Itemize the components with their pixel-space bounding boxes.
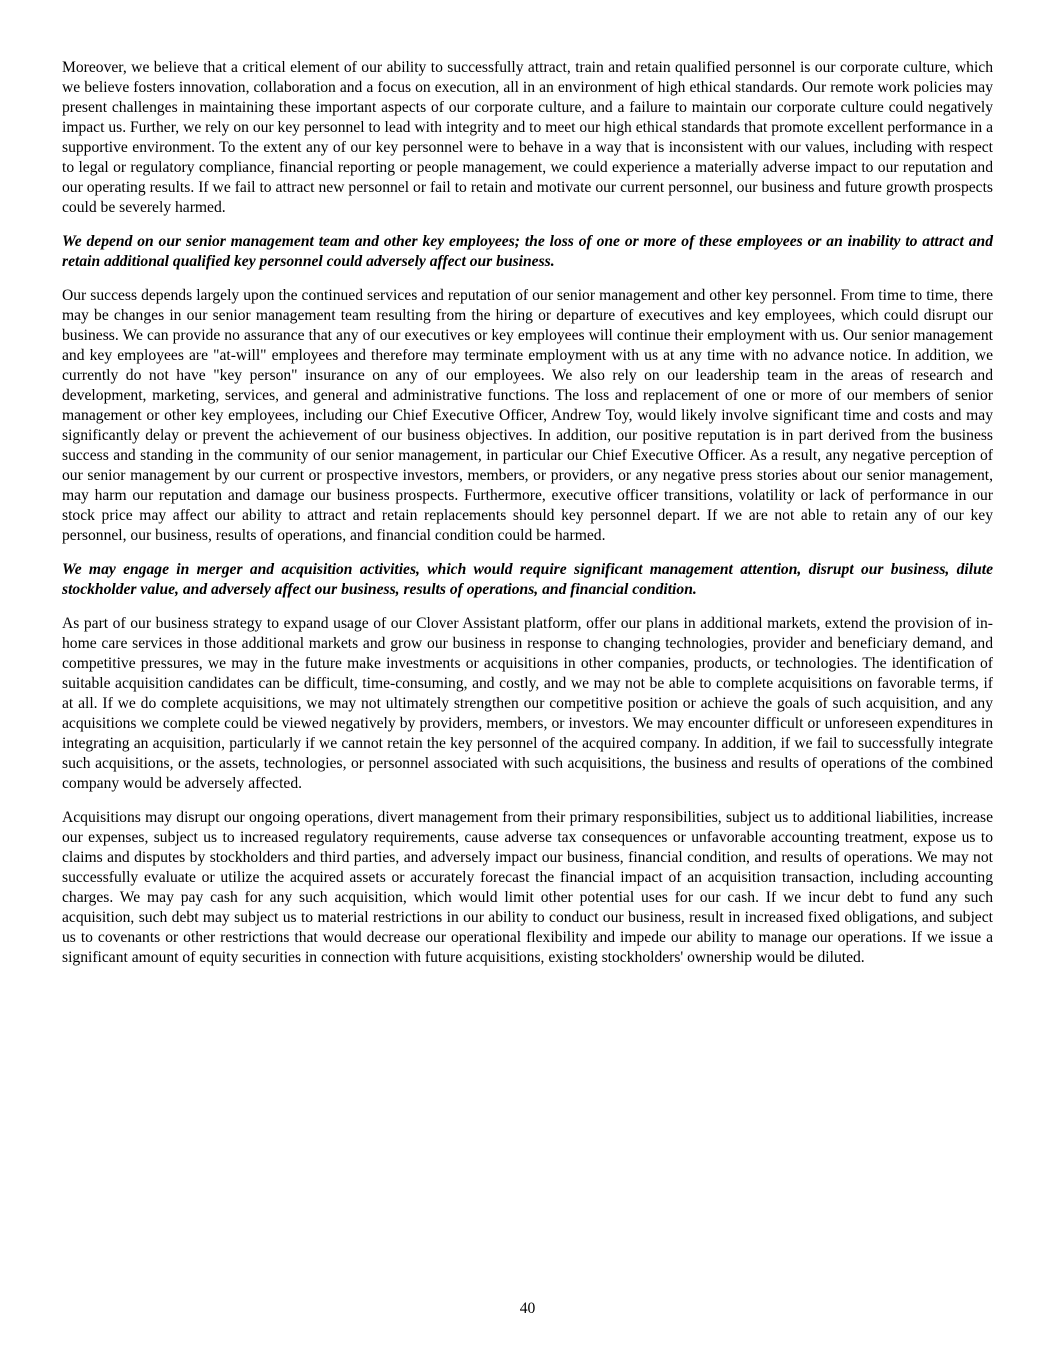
- paragraph-acquisition-risks: Acquisitions may disrupt our ongoing operations, divert management from their primary responsibilities, subject us to additional liabilities, increase our expenses, subject us to increased regulatory requirements, cause adverse tax consequences or unfavorable accounting treatment, expose us to claims and disputes by stockholders and third parties, and adversely impact our business, financial condition, and results of operations. We may not successfully evaluate or utilize the acquired assets or accurately forecast the financial impact of an acquisition transaction, including accounting charges. We may pay cash for any such acquisition, which would limit other potential uses for our cash. If we incur debt to fund any such acquisition, such debt may subject us to material restrictions in our ability to conduct our business, result in increased fixed obligations, and subject us to covenants or other restrictions that would decrease our operational flexibility and impede our ability to manage our operations. If we issue a significant amount of equity securities in connection with future acquisitions, existing stockholders' ownership would be diluted.: [62, 809, 993, 966]
- paragraph-senior-management: Our success depends largely upon the continued services and reputation of our senior management and other key personnel. From time to time, there may be changes in our senior management team resulting from the hiring or departure of executives and key employees, which could disrupt our business. We can provide no assurance that any of our executives or key employees will continue their employment with us. Our senior management and key employees are "at-will" employees and therefore may terminate employment with us at any time with no advance notice. In addition, we currently do not have "key person" insurance on any of our employees. We also rely on our leadership team in the areas of research and development, marketing, services, and general and administrative functions. The loss and replacement of one or more of our members of senior management or other key employees, including our Chief Executive Officer, Andrew Toy, would likely involve significant time and costs and may significantly delay or prevent the achievement of our business objectives. In addition, our positive reputation is in part derived from the business success and standing in the community of our senior management, in particular our Chief Executive Officer. As a result, any negative perception of our senior management by our current or prospective investors, members, or providers, or any negative press stories about our senior management, may harm our reputation and damage our business prospects. Furthermore, executive officer transitions, volatility or lack of performance in our stock price may affect our ability to attract and retain replacements should key personnel depart. If we are not able to retain any of our key personnel, our business, results of operations, and financial condition could be harmed.: [62, 287, 993, 544]
- risk-heading-senior-management: We depend on our senior management team and other key employees; the loss of one or more of these employees or an inability to attract and retain additional qualified key personnel could adversely affect our business.: [62, 233, 993, 270]
- page-number: 40: [519, 1300, 536, 1317]
- paragraph-personnel-culture: Moreover, we believe that a critical element of our ability to successfully attract, train and retain qualified personnel is our corporate culture, which we believe fosters innovation, collaboration and a focus on execution, all in an environment of high ethical standards. Our remote work policies may present challenges in maintaining these important aspects of our corporate culture, and a failure to maintain our corporate culture could negatively impact us. Further, we rely on our key personnel to lead with integrity and to meet our high ethical standards that promote excellent performance in a supportive environment. To the extent any of our key personnel were to behave in a way that is inconsistent with our values, including with respect to legal or regulatory compliance, financial reporting or people management, we could experience a materially adverse impact to our reputation and our operating results. If we fail to attract new personnel or fail to retain and motivate our current personnel, our business and future growth prospects could be severely harmed.: [62, 59, 993, 216]
- risk-heading-mergers-acquisitions: We may engage in merger and acquisition activities, which would require significant management attention, disrupt our business, dilute stockholder value, and adversely affect our business, results of operations, and financial condition.: [62, 561, 993, 598]
- paragraph-acquisition-strategy: As part of our business strategy to expand usage of our Clover Assistant platform, offer our plans in additional markets, extend the provision of in-home care services in those additional markets and grow our business in response to changing technologies, provider and beneficiary demand, and competitive pressures, we may in the future make investments or acquisitions in other companies, products, or technologies. The identification of suitable acquisition candidates can be difficult, time-consuming, and costly, and we may not be able to complete acquisitions on favorable terms, if at all. If we do complete acquisitions, we may not ultimately strengthen our competitive position or achieve the goals of such acquisition, and any acquisitions we complete could be viewed negatively by providers, members, or investors. We may encounter difficult or unforeseen expenditures in integrating an acquisition, particularly if we cannot retain the key personnel of the acquired company. In addition, if we fail to successfully integrate such acquisitions, or the assets, technologies, or personnel associated with such acquisitions, the business and results of operations of the combined company would be adversely affected.: [62, 615, 993, 792]
